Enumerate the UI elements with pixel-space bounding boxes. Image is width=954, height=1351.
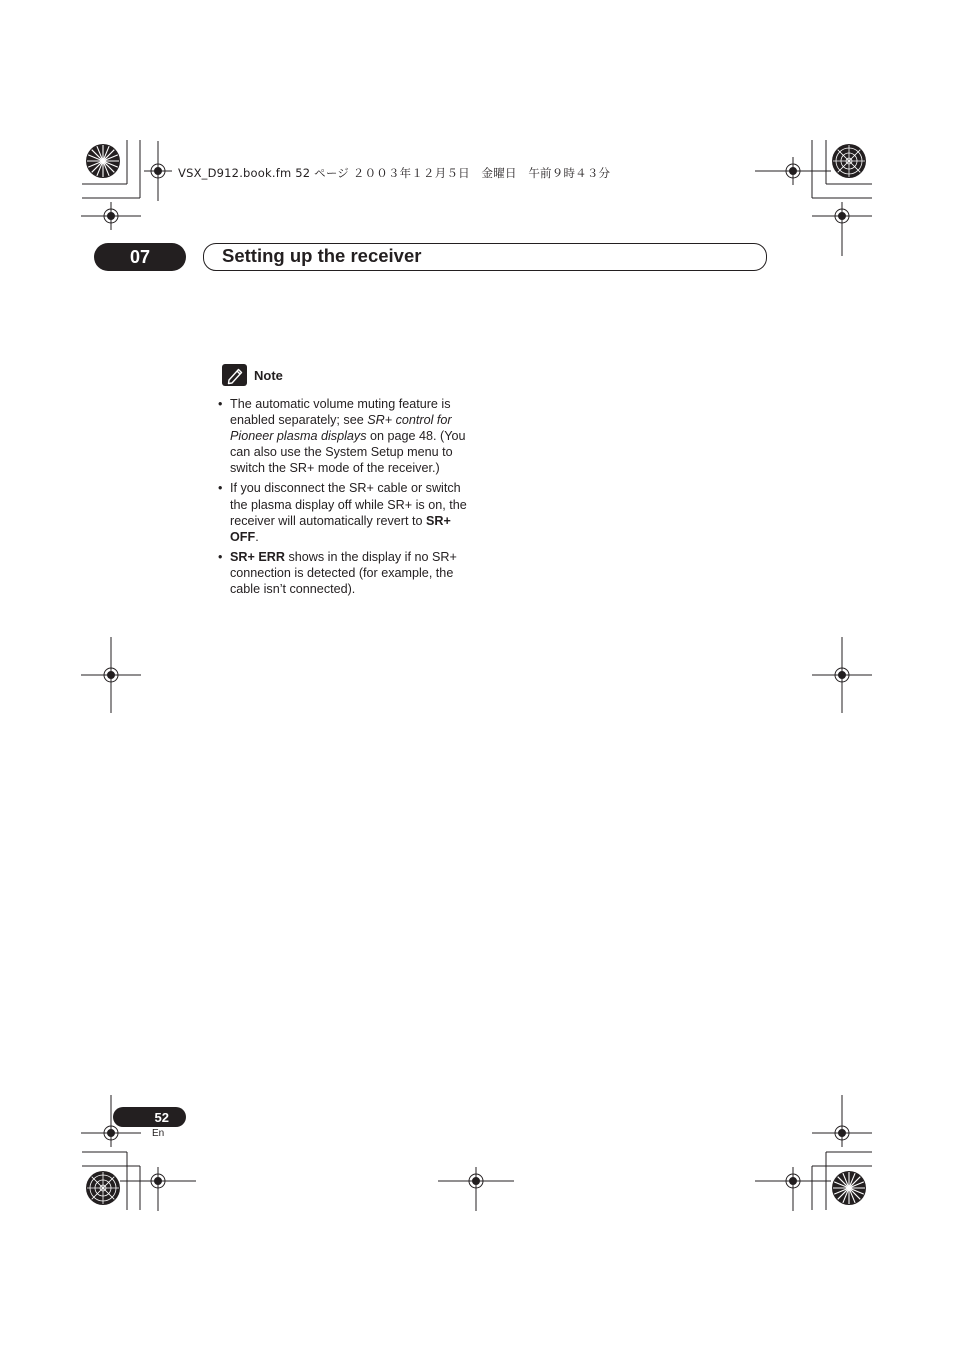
chapter-title: Setting up the receiver [222,245,422,266]
note-item [218,549,480,597]
chapter-number-tab [94,243,186,271]
page-number: 52 [154,1109,169,1125]
note-text: If you disconnect the SR+ cable or switch the plasma display off while SR+ is on, the receiver will automatically revert to [230,481,467,528]
display-message: SR+ OFF [230,513,451,544]
display-message: SR+ ERR [230,549,285,564]
note-text: . [255,529,259,544]
bullet: • [218,481,223,496]
cross-reference: SR+ control for Pioneer plasma displays [230,413,452,444]
print-header: VSX_D912.book.fm 52 ページ ２００３年１２月５日 金曜日 午前９時４３分 [178,166,611,180]
note-heading: Note [254,368,283,383]
pencil-icon [222,364,247,386]
bullet: • [218,397,223,411]
note-text: shows in the display if no SR+ connection is detected (for example, the cable isn’t connected). [230,549,457,597]
bullet: • [218,549,223,564]
page-number-tab [113,1107,186,1127]
note-list [218,396,480,601]
note-item [218,396,480,476]
note-text: The automatic volume muting feature is enabled separately; see [230,397,451,428]
note-item [218,480,480,544]
chapter-number: 07 [129,246,151,267]
note-text: on page 48. (You can also use the System Setup menu to switch the SR+ mode of the receiver.) [230,429,466,476]
page-language: En [152,1128,165,1139]
